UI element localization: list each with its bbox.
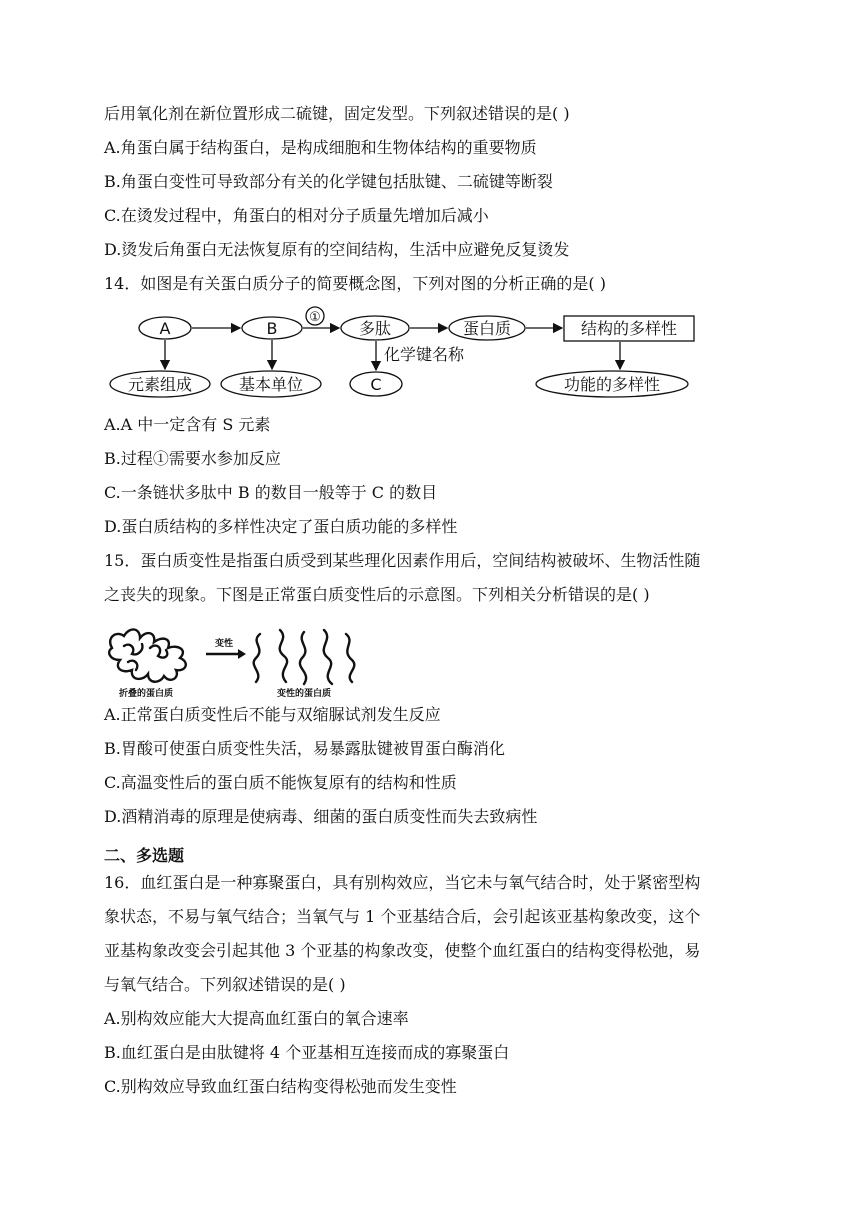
denature-arrow-label: 变性 [214, 639, 234, 649]
denatured-chain-5 [346, 634, 354, 682]
node-b-label: B [266, 319, 278, 338]
q14-option-d: D.蛋白质结构的多样性决定了蛋白质功能的多样性 [104, 517, 458, 536]
q16-stem-line4: 与氧气结合。下列叙述错误的是( ) [104, 975, 346, 994]
q16-option-c: C.别构效应导致血红蛋白结构变得松弛而发生变性 [104, 1077, 457, 1096]
q13-option-c: C.在烫发过程中，角蛋白的相对分子质量先增加后减小 [104, 206, 489, 225]
step-1-label: ① [309, 310, 321, 325]
q15-option-c: C.高温变性后的蛋白质不能恢复原有的结构和性质 [104, 773, 457, 792]
node-basic-unit-label: 基本单位 [238, 375, 304, 394]
q14-option-c: C.一条链状多肽中 B 的数目一般等于 C 的数目 [104, 483, 438, 502]
q16-stem-line2: 象状态，不易与氧气结合；当氧气与 1 个亚基结合后，会引起该亚基构象改变，这个 [104, 907, 701, 926]
q14-option-b: B.过程①需要水参加反应 [104, 449, 281, 468]
protein-denaturation-figure [100, 612, 400, 702]
q14-stem: 14．如图是有关蛋白质分子的简要概念图，下列对图的分析正确的是( ) [104, 274, 606, 293]
node-protein-label: 蛋白质 [462, 319, 512, 338]
node-function-label: 功能的多样性 [563, 375, 661, 394]
q14-option-a: A.A 中一定含有 S 元素 [104, 415, 271, 434]
q15-option-a: A.正常蛋白质变性后不能与双缩脲试剂发生反应 [104, 705, 441, 724]
q16-option-b: B.血红蛋白是由肽键将 4 个亚基相互连接而成的寡聚蛋白 [104, 1043, 510, 1062]
node-a-label: A [159, 319, 171, 338]
denatured-chain-3 [300, 632, 306, 684]
q16-stem-line3: 亚基构象改变会引起其他 3 个亚基的构象改变，使整个血红蛋白的结构变得松弛，易 [104, 941, 701, 960]
bond-name-label: 化学键名称 [384, 345, 465, 364]
denatured-chain-2 [280, 630, 287, 682]
protein-concept-diagram [0, 304, 860, 404]
denatured-chain-4 [324, 630, 332, 684]
folded-protein-shape [109, 629, 186, 681]
q13-stem-tail: 后用氧化剂在新位置形成二硫键，固定发型。下列叙述错误的是( ) [104, 104, 570, 123]
q16-stem-line1: 16．血红蛋白是一种寡聚蛋白，具有别构效应，当它未与氧气结合时，处于紧密型构 [104, 873, 701, 892]
folded-protein-label: 折叠的蛋白质 [118, 689, 174, 699]
section-heading-multiple-choice: 二、多选题 [104, 846, 185, 865]
q15-option-d: D.酒精消毒的原理是使病毒、细菌的蛋白质变性而失去致病性 [104, 807, 538, 826]
node-elements-label: 元素组成 [127, 375, 193, 394]
q16-option-a: A.别构效应能大大提高血红蛋白的氧合速率 [104, 1009, 409, 1028]
denatured-chain-1 [254, 634, 260, 682]
q15-option-b: B.胃酸可使蛋白质变性失活，易暴露肽键被胃蛋白酶消化 [104, 739, 505, 758]
denatured-protein-label: 变性的蛋白质 [276, 689, 332, 699]
denature-arrowhead [238, 649, 246, 659]
node-structure-label: 结构的多样性 [580, 319, 678, 338]
q13-option-b: B.角蛋白变性可导致部分有关的化学键包括肽键、二硫键等断裂 [104, 172, 553, 191]
q13-option-a: A.角蛋白属于结构蛋白，是构成细胞和生物体结构的重要物质 [104, 138, 537, 157]
q13-option-d: D.烫发后角蛋白无法恢复原有的空间结构，生活中应避免反复烫发 [104, 240, 570, 259]
q15-stem-line2: 之丧失的现象。下图是正常蛋白质变性后的示意图。下列相关分析错误的是( ) [104, 585, 650, 604]
node-c-label: C [370, 375, 382, 394]
q15-stem-line1: 15．蛋白质变性是指蛋白质受到某些理化因素作用后，空间结构被破坏、生物活性随 [104, 551, 701, 570]
node-polypeptide-label: 多肽 [358, 319, 392, 338]
